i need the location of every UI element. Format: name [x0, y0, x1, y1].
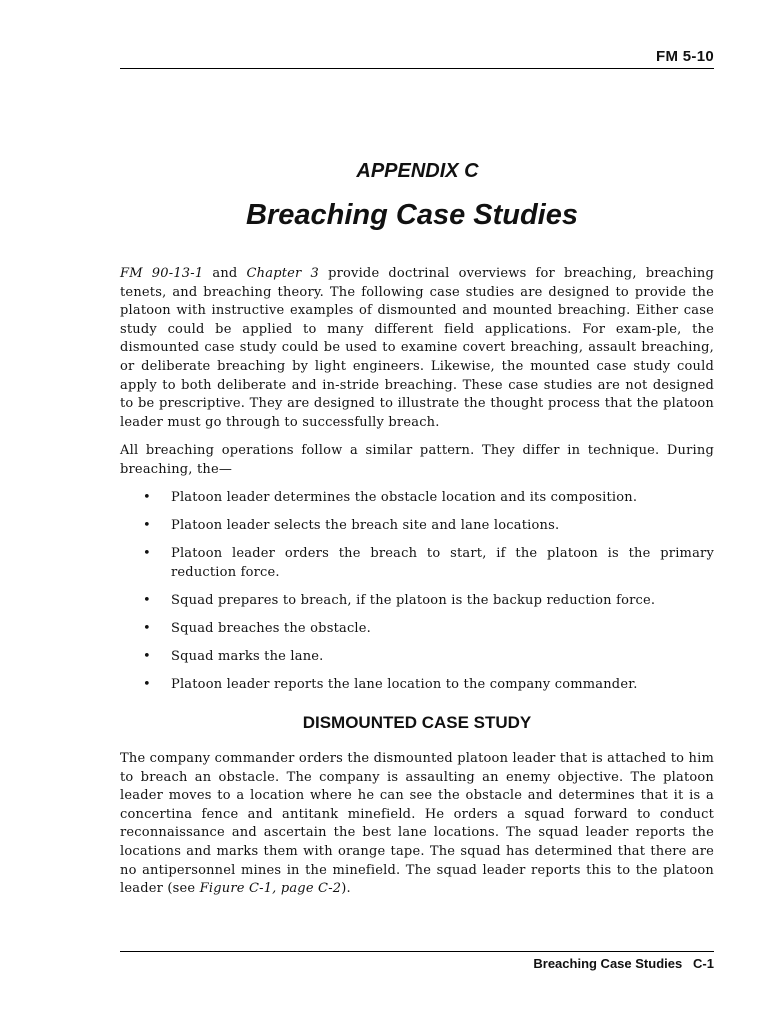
bullet-list [143, 489, 714, 703]
bullet-dot: • [143, 545, 151, 561]
bullet-item [143, 620, 714, 639]
bullet-dot: • [143, 592, 151, 608]
bullet-text: Platoon leader determines the obstacle location and its composition. [171, 490, 638, 505]
bullet-item [143, 592, 714, 611]
bullet-item [143, 517, 714, 536]
intro-connector: and [203, 266, 247, 281]
bullet-dot: • [143, 517, 151, 533]
bullet-dot: • [143, 490, 151, 505]
dismounted-paragraph [120, 750, 714, 899]
bullet-dot: • [143, 676, 151, 692]
bullet-text: Squad breaches the obstacle. [171, 620, 372, 636]
bullet-text: Squad prepares to breach, if the platoon is the backup reduction force. [171, 592, 656, 608]
bullet-item [143, 489, 714, 508]
appendix-label: APPENDIX C [356, 160, 479, 182]
bullet-text: Platoon leader reports the lane location to the company commander. [171, 676, 638, 692]
bullet-item [143, 648, 714, 667]
bullet-text: Squad marks the lane. [171, 648, 324, 664]
header-rule [120, 68, 714, 69]
intro-text: provide doctrinal overviews for breaching, breaching tenets, and breaching theory. The following case studies are designed to provide the platoon with instructive examples of dismounted and mounted breaching. Either case study could be applied to many different field applications. For exam-ple, the dismounted case study could be used to examine covert breaching, assault breaching, or deliberate breaching by light engineers. Likewise, the mounted case study could apply to both deliberate and in-stride breaching. These case studies are not designed to be prescriptive. They are designed to illustrate the thought process that the platoon leader must go through to successfully breach. [120, 266, 715, 430]
dismounted-closing: ). [341, 881, 351, 897]
bullet-item [143, 545, 714, 582]
bullet-dot: • [143, 620, 151, 636]
bullet-text: Platoon leader orders the breach to start, if the platoon is the primary reduction force. [171, 545, 714, 580]
figure-reference: Figure C-1, page C-2 [199, 881, 342, 897]
intro-paragraph [120, 265, 714, 432]
appendix-title: Breaching Case Studies [246, 199, 578, 231]
dismounted-text: The company commander orders the dismounted platoon leader that is attached to him to breach an obstacle. The company is assaulting an enemy objective. The platoon leader moves to a location where he can see the obstacle and determines that it is a concertina fence and antitank minefield. He orders a squad forward to conduct reconnaissance and ascertain the best lane locations. The squad leader reports the locations and marks them with orange tape. The squad has determined that there are no antipersonnel mines in the minefield. The squad leader reports this to the platoon leader (see [120, 751, 714, 897]
running-foot: Breaching Case Studies C-1 [533, 956, 714, 971]
pattern-text: All breaching operations follow a similar pattern. They differ in technique. During breaching, the— [120, 443, 714, 477]
bullet-text: Platoon leader selects the breach site and lane locations. [171, 517, 560, 533]
pattern-paragraph [120, 442, 714, 479]
footer-rule [120, 951, 714, 952]
running-head: FM 5-10 [656, 48, 714, 65]
reference-fm-90-13-1: FM 90-13-1 [120, 266, 204, 281]
section-heading: DISMOUNTED CASE STUDY [302, 713, 532, 732]
reference-chapter-3: Chapter 3 [246, 266, 319, 281]
bullet-item [143, 676, 714, 695]
bullet-dot: • [143, 648, 151, 664]
